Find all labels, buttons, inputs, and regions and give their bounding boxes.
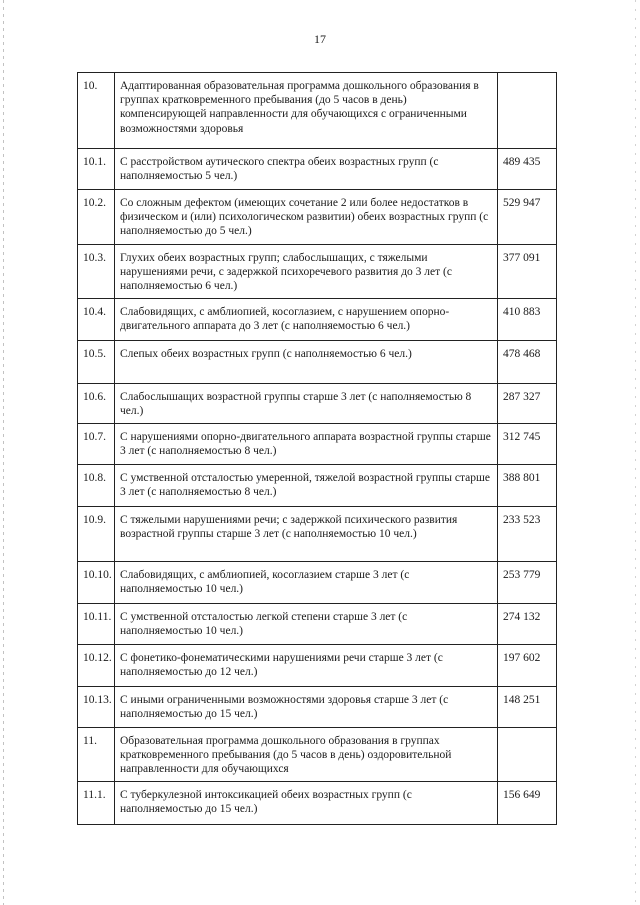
scan-edge-right: [635, 0, 636, 905]
row-cost: 410 883: [498, 299, 557, 341]
row-number: 11.1.: [78, 782, 115, 825]
row-description: Слабовидящих, с амблиопией, косоглазием старше 3 лет (с наполняемостью 10 чел.): [115, 562, 498, 604]
row-number: 10.1.: [78, 149, 115, 190]
row-description: Слабослышащих возрастной группы старше 3 лет (с наполняемостью 8 чел.): [115, 384, 498, 424]
table-row: [78, 687, 557, 728]
row-number: 10.12.: [78, 645, 115, 687]
row-number: 10.10.: [78, 562, 115, 604]
row-cost: 388 801: [498, 465, 557, 507]
row-number: 10.11.: [78, 604, 115, 645]
row-number: 10.4.: [78, 299, 115, 341]
table-row: [78, 384, 557, 424]
table-row: [78, 424, 557, 465]
table-row: [78, 299, 557, 341]
row-number: 10.13.: [78, 687, 115, 728]
row-description: С иными ограниченными возможностями здоровья старше 3 лет (с наполняемостью до 15 чел.): [115, 687, 498, 728]
row-cost: [498, 728, 557, 782]
row-description: С фонетико-фонематическими нарушениями речи старше 3 лет (с наполняемостью до 12 чел.): [115, 645, 498, 687]
cost-table: [77, 72, 557, 825]
row-description: Глухих обеих возрастных групп; слабослышащих, с тяжелыми нарушениями речи, с задержкой психоречевого развития до 3 лет (с наполняемостью 6 чел.): [115, 245, 498, 299]
table-row: [78, 465, 557, 507]
row-cost: 233 523: [498, 507, 557, 562]
table-row: [78, 782, 557, 825]
row-description: С тяжелыми нарушениями речи; с задержкой психического развития возрастной группы старше 3 лет (с наполняемостью 10 чел.): [115, 507, 498, 562]
row-cost: 377 091: [498, 245, 557, 299]
row-description: Адаптированная образовательная программа дошкольного образования в группах кратковременного пребывания (до 5 часов в день) компенсирующей направленности для обучающихся с ограниченными возможностями здоровья: [115, 73, 498, 149]
table-row: [78, 190, 557, 245]
row-description: Со сложным дефектом (имеющих сочетание 2 или более недостатков в физическом и (или) психологическом развитии) обеих возрастных групп (с наполняемостью до 5 чел.): [115, 190, 498, 245]
row-cost: 156 649: [498, 782, 557, 825]
scan-edge-left: [3, 0, 4, 905]
row-cost: 274 132: [498, 604, 557, 645]
row-number: 10.6.: [78, 384, 115, 424]
row-number: 10.5.: [78, 341, 115, 384]
table-row: [78, 645, 557, 687]
table-row: [78, 562, 557, 604]
row-cost: 253 779: [498, 562, 557, 604]
row-description: Образовательная программа дошкольного образования в группах кратковременного пребывания (до 5 часов в день) оздоровительной направленности для обучающихся: [115, 728, 498, 782]
row-description: С умственной отсталостью умеренной, тяжелой возрастной группы старше 3 лет (с наполняемостью 8 чел.): [115, 465, 498, 507]
row-cost: 529 947: [498, 190, 557, 245]
row-number: 10.: [78, 73, 115, 149]
row-description: С расстройством аутического спектра обеих возрастных групп (с наполняемостью 5 чел.): [115, 149, 498, 190]
row-cost: 287 327: [498, 384, 557, 424]
table-row: [78, 507, 557, 562]
row-number: 11.: [78, 728, 115, 782]
row-cost: 489 435: [498, 149, 557, 190]
table-row: [78, 728, 557, 782]
row-number: 10.9.: [78, 507, 115, 562]
row-description: С туберкулезной интоксикацией обеих возрастных групп (с наполняемостью до 15 чел.): [115, 782, 498, 825]
row-cost: 312 745: [498, 424, 557, 465]
row-number: 10.8.: [78, 465, 115, 507]
row-cost: 197 602: [498, 645, 557, 687]
row-description: Слабовидящих, с амблиопией, косоглазием, с нарушением опорно-двигательного аппарата до 3 лет (с наполняемостью 6 чел.): [115, 299, 498, 341]
table-row: [78, 604, 557, 645]
row-description: Слепых обеих возрастных групп (с наполняемостью 6 чел.): [115, 341, 498, 384]
table-row: [78, 245, 557, 299]
table-row: [78, 341, 557, 384]
row-number: 10.2.: [78, 190, 115, 245]
table-row: [78, 73, 557, 149]
row-description: С умственной отсталостью легкой степени старше 3 лет (с наполняемостью 10 чел.): [115, 604, 498, 645]
row-cost: 148 251: [498, 687, 557, 728]
row-cost: [498, 73, 557, 149]
page-number: 17: [314, 32, 326, 46]
row-number: 10.3.: [78, 245, 115, 299]
row-cost: 478 468: [498, 341, 557, 384]
table-row: [78, 149, 557, 190]
row-number: 10.7.: [78, 424, 115, 465]
row-description: С нарушениями опорно-двигательного аппарата возрастной группы старше 3 лет (с наполняемостью 8 чел.): [115, 424, 498, 465]
